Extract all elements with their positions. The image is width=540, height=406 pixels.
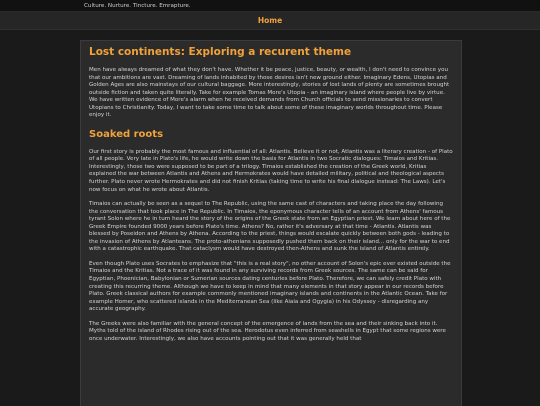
nav-home-link[interactable]: Home	[257, 16, 283, 25]
body-paragraph: Our first story is probably the most famous and influential of all: Atlantis. Believe it or not, Atlantis was a literary creation - of Plato of all people. Very late in Plato's life, he would write down the basis for Atlantis in two Socratic dialogues: Timaios and Kritias. Interestingly, those two were supposed to be part of a trilogy. Timaios established the creation of the Greek world, Kritias explained the war between Atlantis and Athens and Hermokrates would have detailed military, political and theological aspects further. Plato never wrote Hermokrates and did not finish Kritias (taking time to write his final dialogue instead: The Laws). Let's now focus on what he wrote about Atlantis.	[89, 148, 453, 193]
article-title: Lost continents: Exploring a recurent theme	[89, 46, 352, 58]
top-bar	[0, 0, 540, 12]
body-paragraph: Even though Plato uses Socrates to emphasize that "this is a real story", no other account of Solon's epic ever existed outside the Timaios and the Kritias. Not a trace of it was found in any surviving records from Greek sources. The same can be said for Egyptian, Phoenician, Babylonian or Sumerian sources dating centuries before Plato. Therefore, we can safely credit Plato with creating this recurring theme. Although we have to keep in mind that many elements in that story appear in our records before Plato. Greek classical authors for example commonly mentioned imaginary islands and continents in the Atlantic Ocean. Take for example Homer, who scattered islands in the Mediterranean Sea (like Aiaia and Ogygia) in his Odyssey - disregarding any accurate geography.	[89, 260, 451, 313]
article-container	[80, 40, 462, 406]
intro-paragraph: Men have always dreamed of what they don't have. Whether it be peace, justice, beauty, or wealth, I don't need to convince you that our ambitions are vast. Dreaming of lands inhabited by those desires isn't new ground either. Imaginary Edens, Utopias and Golden Ages are also mainstays of our cultural baggage. More interestingly, stories of lost lands of plenty are sometimes brought outside fiction and taken quite literally. Take for example Tomas More's Utopia - an imaginary island where people live by virtue. We have written evidence of More's alarm when he received demands from Church officials to send missionaries to convert Utopians to Christianity. Today, I want to take some time to talk about some of these imaginary worlds throughout time. Please enjoy it.	[89, 67, 450, 119]
section-title: Soaked roots	[89, 128, 164, 140]
site-tagline: Culture. Nurture. Tincture. Emrapture.	[84, 2, 191, 9]
body-paragraph: The Greeks were also familiar with the general concept of the emergence of lands from the sea and their sinking back into it. Myths told of the island of Rhodes rising out of the sea. Herodotus even inferred from seashells in Egypt that some regions were once underwater. Interestingly, we also have accounts pointing out that it was generally held that	[89, 320, 446, 342]
body-paragraph: Timaios can actually be seen as a sequel to The Republic, using the same cast of characters and taking place the day following the conversation that took place in The Republic. In Timaios, the eponymous character tells of an account from Athens' famous tyrant Solon where he in turn heard the story of the origins of the Greek state from an Egyptian priest. We learn about here of the Greek Empire founded 9000 years before Plato's time. Athens? No, rather it's adversary at that time - Atlantis. Atlantis was blessed by Poseidon and Athens by Athena. According to the priest, things would escalate quickly between both gods - leading to the invasion of Athens by Atlanteans. The proto-athenians supposedly pushed them back on their island... only for the war to end with a catastrophic earthquake. That cataclysm would have destroyed then-Athens and sunk the island of Atlantis entirely.	[89, 201, 451, 253]
nav-bar	[0, 12, 540, 30]
